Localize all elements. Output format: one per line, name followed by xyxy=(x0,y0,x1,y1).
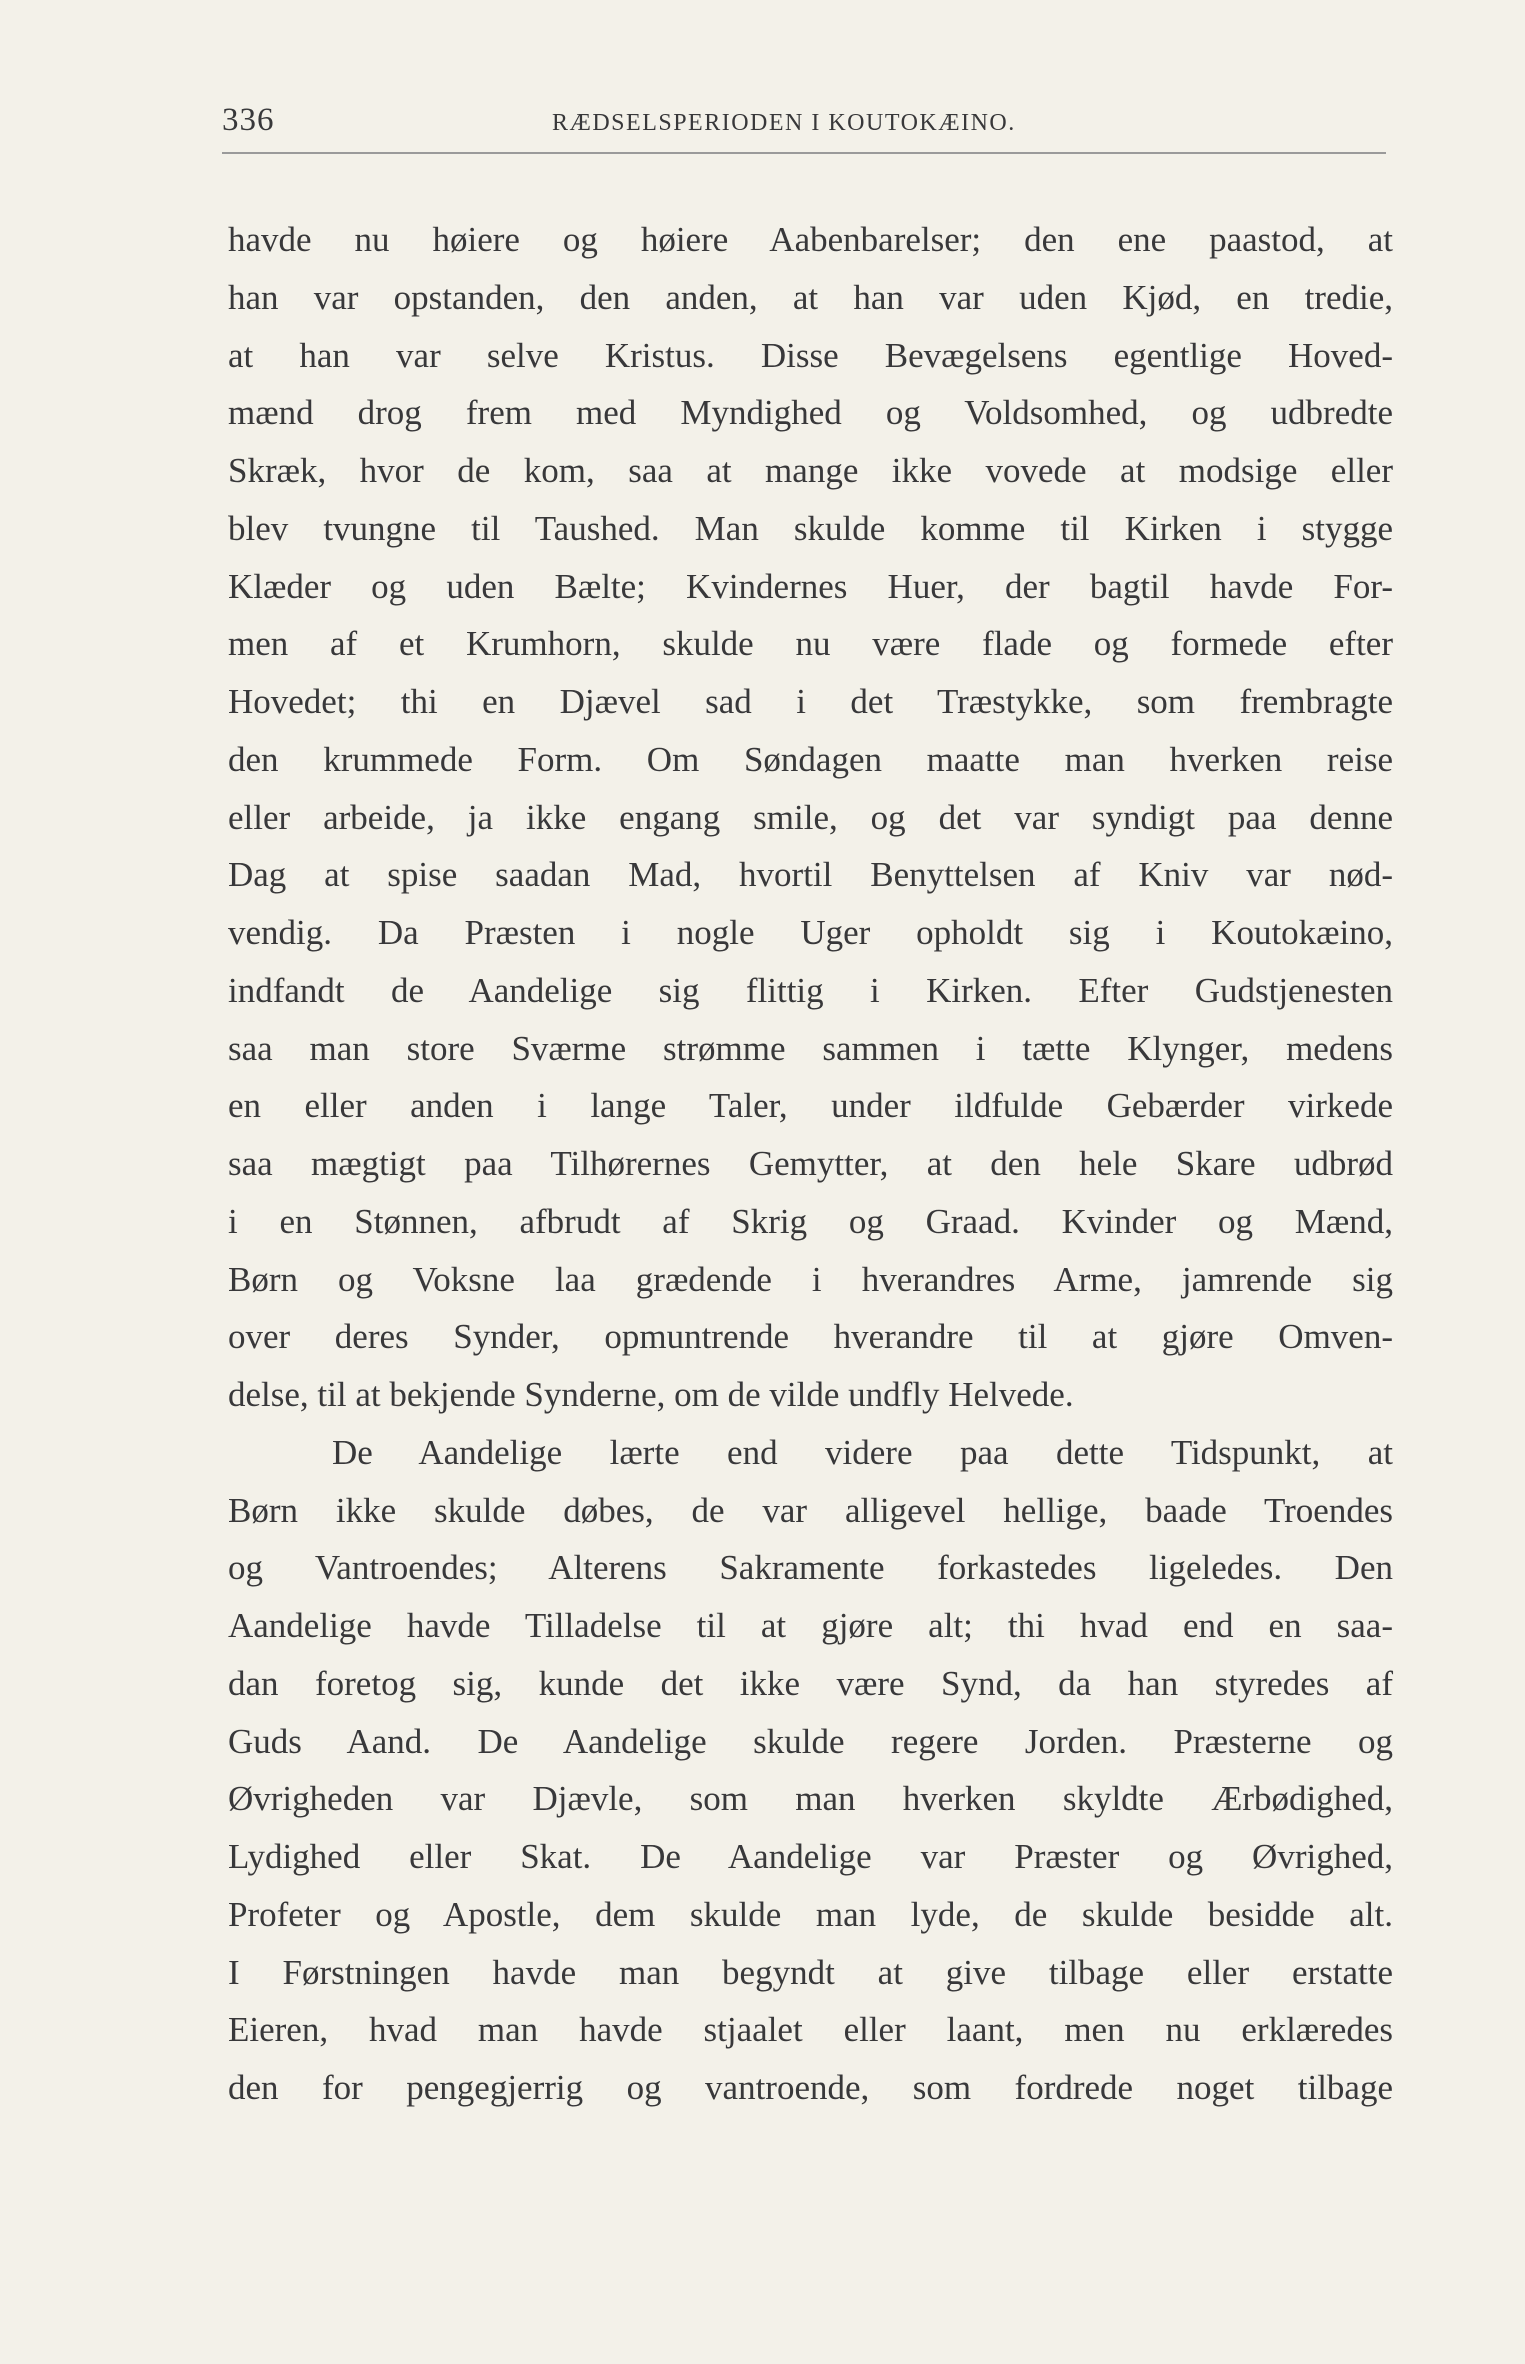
text-line: mænd drog frem med Myndighed og Voldsomhed, og udbredte xyxy=(228,393,1393,433)
text-line: saa mægtigt paa Tilhørernes Gemytter, at den hele Skare udbrød xyxy=(228,1144,1393,1183)
text-line: og Vantroendes; Alterens Sakramente forkastedes ligeledes. Den xyxy=(228,1548,1393,1588)
text-line: Børn ikke skulde døbes, de var alligevel hellige, baade Troendes xyxy=(228,1490,1393,1530)
text-line: Dag at spise saadan Mad, hvortil Benyttelsen af Kniv var nød- xyxy=(228,855,1393,895)
text-line: saa man store Sværme strømme sammen i tætte Klynger, medens xyxy=(228,1028,1393,1068)
text-line: men af et Krumhorn, skulde nu være flade og formede efter xyxy=(228,624,1393,664)
body-text xyxy=(228,211,1393,2117)
text-line: en eller anden i lange Taler, under ildfulde Gebærder virkede xyxy=(228,1086,1393,1126)
text-line: Lydighed eller Skat. De Aandelige var Præster og Øvrighed, xyxy=(228,1837,1393,1876)
text-line: Profeter og Apostle, dem skulde man lyde, de skulde besidde alt. xyxy=(228,1894,1393,1934)
paragraph-start-line: De Aandelige lærte end videre paa dette Tidspunkt, at xyxy=(332,1432,1393,1472)
text-line: Skræk, hvor de kom, saa at mange ikke vovede at modsige eller xyxy=(228,451,1393,490)
text-line: Børn og Voksne laa grædende i hverandres Arme, jamrende sig xyxy=(228,1259,1393,1299)
text-line: Aandelige havde Tilladelse til at gjøre alt; thi hvad end en saa- xyxy=(228,1606,1393,1645)
text-line: i en Stønnen, afbrudt af Skrig og Graad. Kvinder og Mænd, xyxy=(228,1201,1393,1241)
text-line: Klæder og uden Bælte; Kvindernes Huer, der bagtil havde For- xyxy=(228,566,1393,606)
text-line: han var opstanden, den anden, at han var uden Kjød, en tredie, xyxy=(228,277,1393,317)
text-line: vendig. Da Præsten i nogle Uger opholdt sig i Koutokæino, xyxy=(228,913,1393,952)
text-line: den for pengegjerrig og vantroende, som fordrede noget tilbage xyxy=(228,2068,1393,2107)
paragraph-end-line: delse, til at bekjende Synderne, om de vilde undfly Helvede. xyxy=(228,1375,1074,1414)
text-line: over deres Synder, opmuntrende hverandre til at gjøre Omven- xyxy=(228,1317,1393,1357)
text-line: Eieren, hvad man havde stjaalet eller laant, men nu erklæredes xyxy=(228,2010,1393,2050)
text-line: indfandt de Aandelige sig flittig i Kirken. Efter Gudstjenesten xyxy=(228,970,1393,1010)
text-line: eller arbeide, ja ikke engang smile, og det var syndigt paa denne xyxy=(228,797,1393,837)
running-title: RÆDSELSPERIODEN I KOUTOKÆINO. xyxy=(552,110,1016,136)
text-line: at han var selve Kristus. Disse Bevægelsens egentlige Hoved- xyxy=(228,335,1393,375)
page-number: 336 xyxy=(222,102,275,138)
text-line: I Førstningen havde man begyndt at give tilbage eller erstatte xyxy=(228,1952,1393,1992)
text-line: Guds Aand. De Aandelige skulde regere Jorden. Præsterne og xyxy=(228,1721,1393,1761)
text-line: den krummede Form. Om Søndagen maatte man hverken reise xyxy=(228,739,1393,779)
text-line: dan foretog sig, kunde det ikke være Synd, da han styredes af xyxy=(228,1663,1393,1703)
page-header xyxy=(222,100,1386,154)
text-line: blev tvungne til Taushed. Man skulde komme til Kirken i stygge xyxy=(228,508,1393,548)
text-line: Hovedet; thi en Djævel sad i det Træstykke, som frembragte xyxy=(228,682,1393,721)
text-line: havde nu høiere og høiere Aabenbarelser; den ene paastod, at xyxy=(228,220,1393,259)
text-line: Øvrigheden var Djævle, som man hverken skyldte Ærbødighed, xyxy=(228,1779,1393,1819)
